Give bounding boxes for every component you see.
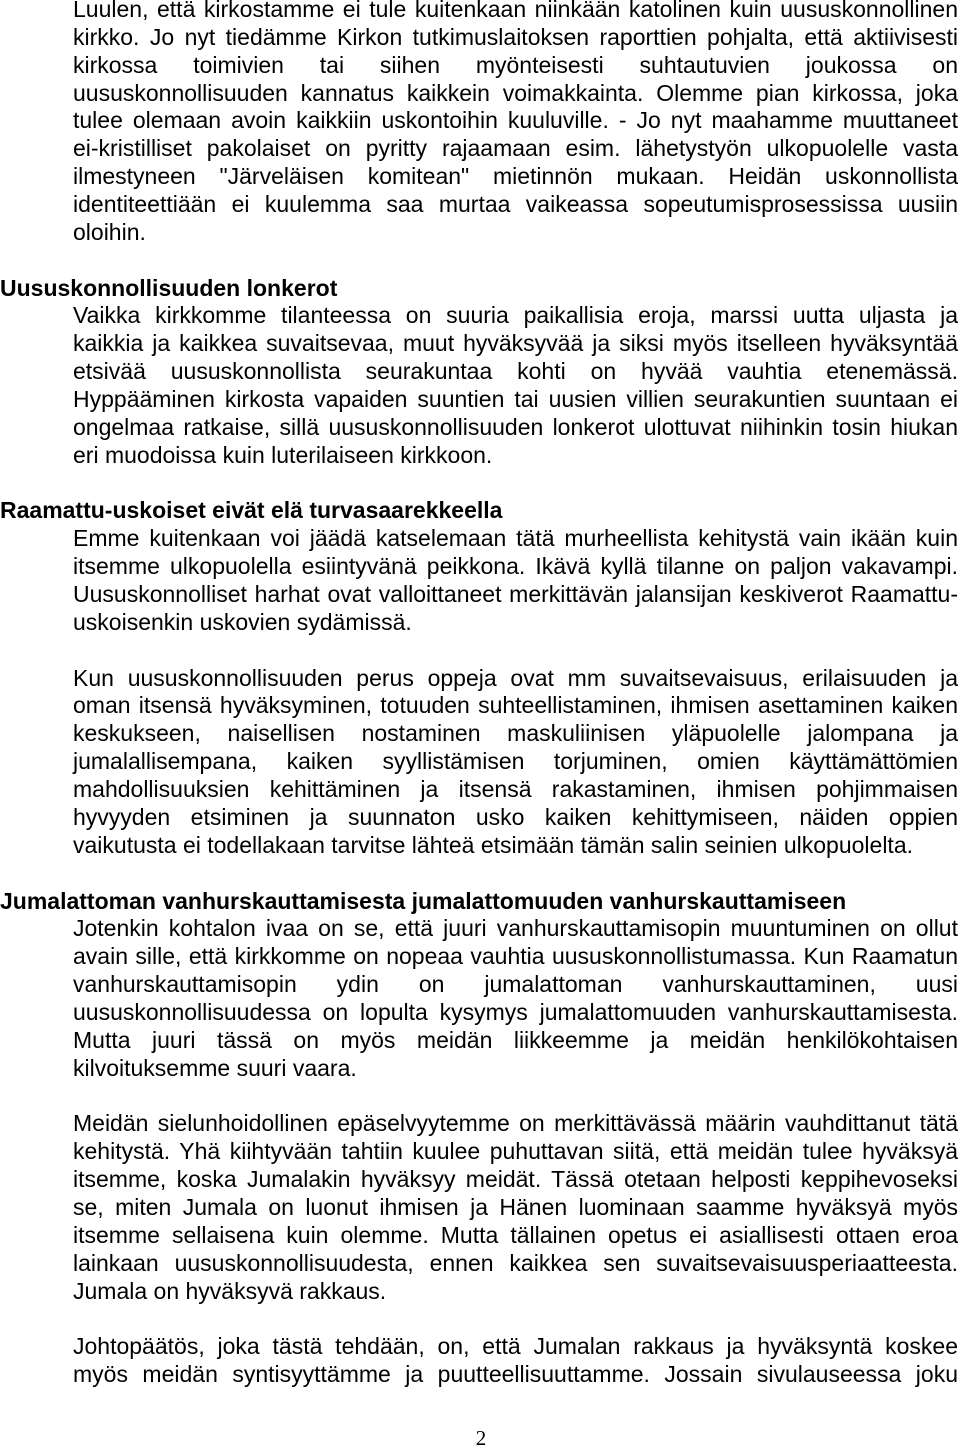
text-line: ongelmaa ratkaise, sillä uususkonnollisuuden lonkerot ulottuvat niihinkin tosin hiukan (73, 413, 958, 440)
text-line: se, miten Jumala on luonut ihmisen ja Hänen luominaan saamme hyväksyä myös (73, 1193, 958, 1220)
text-line: identiteettiään ei kuulemma saa murtaa vaikeassa sopeutumisprosessissa uusiin (73, 191, 958, 218)
text-line: uususkonnollisuuden kannatus kaikkein voimakkainta. Olemme pian kirkossa, joka (73, 79, 958, 106)
section-heading: Raamattu-uskoiset eivät elä turvasaarekkeella (0, 497, 503, 524)
section (0, 497, 958, 859)
paragraph (73, 665, 958, 860)
text-line: Uususkonnolliset harhat ovat valloittaneet merkittävän jalansijan keskiverot Raamattu- (73, 581, 958, 608)
text-line: Vaikka kirkkomme tilanteessa on suuria paikallisia eroja, marssi uutta uljasta ja (73, 302, 958, 329)
text-line: Luulen, että kirkostamme ei tule kuitenkaan niinkään katolinen kuin uususkonnollinen (73, 0, 958, 22)
text-line: ei-kristilliset pakolaiset on pyritty rajaamaan esim. lähetystyön ulkopuolelle vasta (73, 135, 958, 162)
paragraph (73, 1333, 958, 1389)
text-line: Jotenkin kohtalon ivaa on se, että juuri vanhurskauttamisopin muuntuminen on ollut (73, 915, 958, 942)
text-line: mahdollisuuksien kehittäminen ja itsensä rakastaminen, ihmisen pohjimmaisen (73, 776, 958, 803)
section (0, 888, 958, 1389)
text-line: itsemme, koska Jumalakin hyväksyy meidät. Tässä otetaan helposti keppihevoseksi (73, 1166, 958, 1193)
text-line: myös meidän syntisyyttämme ja puutteellisuuttamme. Jossain sivulauseessa joku (73, 1361, 958, 1388)
text-line: itsemme ulkopuolella esiintyvänä peikkona. Ikävä kyllä tilanne on paljon vakavampi. (73, 553, 958, 580)
text-line: kirkossa toimivien tai siihen myönteisesti suhtautuvien joukossa on (73, 51, 958, 78)
text-line: Kun uususkonnollisuuden perus oppeja ovat mm suvaitsevaisuus, erilaisuuden ja (73, 664, 958, 691)
text-line: Johtopäätös, joka tästä tehdään, on, että Jumalan rakkaus ja hyväksyntä koskee (73, 1333, 958, 1360)
text-line: kehitystä. Yhä kiihtyvään tahtiin kuulee puhuttavan siitä, että meidän tulee hyväksyä (73, 1138, 958, 1165)
text-line: kaikkia ja kaikkea suvaitsevaa, muut hyväksyvää ja siksi myös itselleen hyväksyntää (73, 330, 958, 357)
paragraph (73, 0, 958, 247)
section-heading: Uususkonnollisuuden lonkerot (0, 274, 338, 301)
text-line: Jumala on hyväksyvä rakkaus. (73, 1277, 387, 1304)
text-line: etsivää uususkonnollista seurakuntaa kohti on hyvää vauhtia etenemässä. (73, 358, 958, 385)
text-line: jumalallisempana, kaiken syyllistämisen torjuminen, omien käyttämättömien (73, 748, 958, 775)
text-line: oloihin. (73, 218, 146, 245)
text-line: oman itsensä hyväksyminen, totuuden suhteellistaminen, ihmisen asettaminen kaiken (73, 692, 958, 719)
paragraph (73, 1110, 958, 1305)
paragraph (73, 302, 958, 469)
text-line: vaikutusta ei todellakaan tarvitse lähteä etsimään tämän salin seinien ulkopuolelta. (73, 831, 914, 858)
text-line: Meidän sielunhoidollinen epäselvyytemme on merkittävässä määrin vauhdittanut tätä (73, 1110, 958, 1137)
text-line: kirkko. Jo nyt tiedämme Kirkon tutkimuslaitoksen raporttien pohjalta, että aktiivisesti (73, 23, 958, 50)
text-line: kilvoituksemme suuri vaara. (73, 1054, 357, 1081)
text-line: Mutta juuri tässä on myös meidän liikkeemme ja meidän henkilökohtaisen (73, 1026, 958, 1053)
text-line: keskukseen, naisellisen nostaminen maskuliinisen yläpuolelle jalompana ja (73, 720, 958, 747)
text-line: vanhurskauttamisopin ydin on jumalattoman vanhurskauttaminen, uusi (73, 971, 958, 998)
text-line: avain sille, että kirkkomme on nopeaa vauhtia uususkonnollistumassa. Kun Raamatun (73, 943, 958, 970)
paragraph (73, 525, 958, 636)
paragraph (73, 915, 958, 1082)
text-line: lainkaan uususkonnollisuudesta, ennen kaikkea sen suvaitsevaisuusperiaatteesta. (73, 1249, 958, 1276)
text-line: tulee olemaan avoin kaikkiin uskontoihin kuuluville. - Jo nyt maahamme muuttaneet (73, 107, 958, 134)
section (0, 0, 958, 247)
text-line: uususkonnollisuudessa on lopulta kysymys jumalattomuuden vanhurskauttamisesta. (73, 998, 958, 1025)
text-line: hyvyyden etsiminen ja suunnaton usko kaiken kehittymiseen, näiden oppien (73, 803, 958, 830)
page-number: 2 (475, 1426, 487, 1450)
text-line: ilmestyneen "Järveläisen komitean" mietinnön mukaan. Heidän uskonnollista (73, 163, 958, 190)
section (0, 275, 958, 470)
text-line: itsemme sellaisena kuin olemme. Mutta tällainen opetus ei asiallisesti ottaen eroa (73, 1221, 958, 1248)
text-line: Emme kuitenkaan voi jäädä katselemaan tätä murheellista kehitystä vain ikään kuin (73, 525, 958, 552)
section-heading: Jumalattoman vanhurskauttamisesta jumalattomuuden vanhurskauttamiseen (0, 887, 847, 914)
text-line: eri muodoissa kuin luterilaiseen kirkkoon. (73, 441, 493, 468)
text-line: uskoisenkin uskovien sydämissä. (73, 608, 412, 635)
text-line: Hyppääminen kirkosta vapaiden suuntien tai uusien villien seurakuntien suuntaan ei (73, 386, 958, 413)
